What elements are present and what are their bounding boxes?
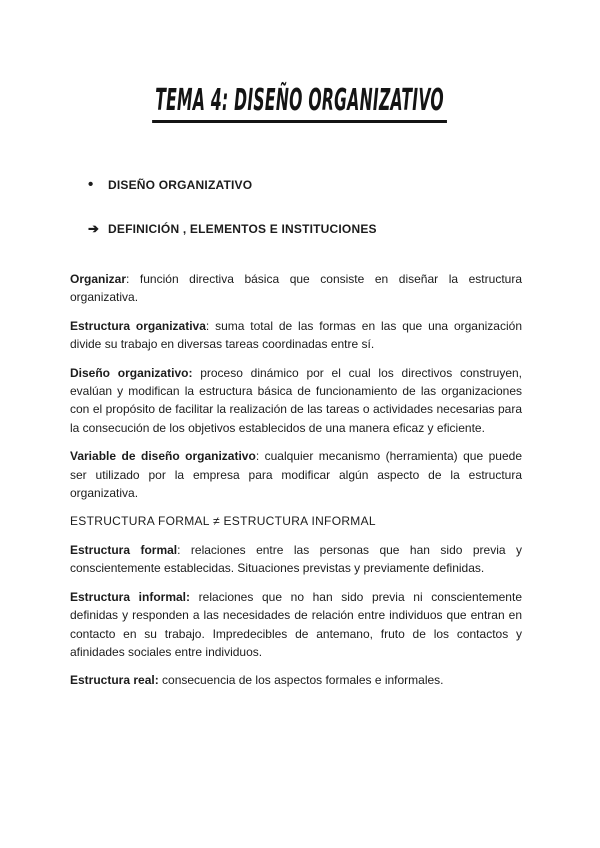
term-label: Estructura real: <box>70 673 159 688</box>
bullet-label: DISEÑO ORGANIZATIVO <box>108 178 253 192</box>
term-definition: : suma total de las formas en las que una organización divide su trabajo en diversas tareas coordinadas entre sí. <box>70 318 522 352</box>
term-definition: : cualquier mecanismo (herramienta) que puede ser utilizado por la empresa para modificar algún aspecto de la estructura organizativa. <box>70 449 522 501</box>
term-label: Estructura organizativa <box>70 318 206 333</box>
bullet-item-diseno-organizativo <box>70 176 522 194</box>
term-definition: proceso dinámico por el cual los directivos construyen, evalúan y modifican la estructura básica de funcionamiento de las organizaciones con el propósito de facilitar la realización de las tareas o actividades necesarias para la consecución de los objetivos establecidos de una manera eficaz y eficiente. <box>70 365 523 435</box>
paragraph-estructura-informal <box>70 588 522 662</box>
page-content <box>0 176 600 690</box>
paragraph-estructura-formal <box>70 541 522 578</box>
paragraph-estructura-real <box>70 671 522 689</box>
title-row <box>0 83 600 124</box>
paragraph-diseno-organizativo <box>70 364 522 438</box>
term-definition: : función directiva básica que consiste en diseñar la estructura organizativa. <box>70 272 522 305</box>
arrow-right-icon: ➔ <box>88 221 100 236</box>
formal-vs-informal-line: ESTRUCTURA FORMAL ≠ ESTRUCTURA INFORMAL <box>70 514 376 529</box>
paragraph-variable-diseno <box>70 447 522 502</box>
bullet-dot-icon: • <box>88 176 94 193</box>
term-definition: consecuencia de los aspectos formales e informales. <box>158 673 444 688</box>
page-title: TEMA 4: DISEÑO ORGANIZATIVO <box>153 86 448 123</box>
bullet-label: DEFINICIÓN , ELEMENTOS E INSTITUCIONES <box>108 222 377 236</box>
term-definition: : relaciones entre las personas que han sido previa y conscientemente establecidas. Situaciones previstas y previamente definidas. <box>70 542 522 576</box>
term-label: Estructura formal <box>70 542 178 557</box>
bullet-item-definicion-elementos <box>70 220 522 238</box>
paragraph-estructura-organizativa <box>70 317 522 354</box>
term-label: Variable de diseño organizativo <box>70 449 256 464</box>
heading-list <box>70 176 522 238</box>
term-label: Estructura informal: <box>70 589 190 604</box>
paragraph-organizar <box>70 270 522 307</box>
term-label: Organizar <box>70 272 127 286</box>
term-label: Diseño organizativo: <box>70 365 193 380</box>
term-definition: relaciones que no han sido previa ni conscientemente definidas y responden a las necesidades de relación entre individuos que entran en contacto en su trabajo. Impredecibles de antemano, fruto de los contactos y afinidades sociales entre individuos. <box>70 589 522 659</box>
